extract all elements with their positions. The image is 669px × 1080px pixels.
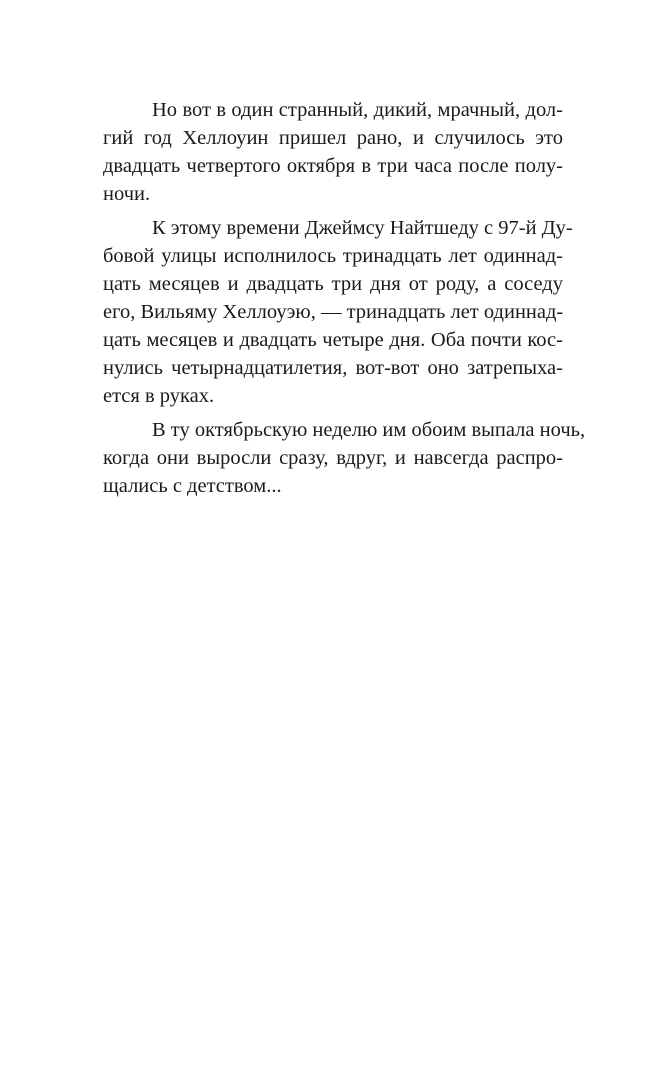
text-line: цать месяцев и двадцать четыре дня. Оба почти кос- [103, 329, 563, 351]
paragraph-3 [103, 416, 586, 500]
body-text [103, 96, 586, 506]
text-line: нулись четырнадцатилетия, вот-вот оно затрепыха- [103, 357, 563, 379]
text-line: ется в руках. [103, 385, 215, 407]
text-line: когда они выросли сразу, вдруг, и навсегда распро- [103, 447, 563, 469]
text-line: цать месяцев и двадцать три дня от роду, а соседу [103, 273, 563, 295]
text-line: щались с детством... [103, 475, 282, 497]
paragraph-2 [103, 214, 573, 410]
paragraph-1 [103, 96, 563, 208]
text-line: В ту октябрьскую неделю им обоим выпала ночь, [152, 419, 586, 441]
text-line: бовой улицы исполнилось тринадцать лет одиннад- [103, 245, 563, 267]
text-line: К этому времени Джеймсу Найтшеду с 97-й Ду- [152, 217, 573, 239]
text-line: двадцать четвертого октября в три часа после полу- [103, 155, 563, 177]
text-line: гий год Хеллоуин пришел рано, и случилось это [103, 127, 563, 149]
text-line: Но вот в один странный, дикий, мрачный, дол- [152, 99, 563, 121]
text-line: его, Вильяму Хеллоуэю, — тринадцать лет одиннад- [103, 301, 564, 323]
text-line: ночи. [103, 183, 151, 205]
